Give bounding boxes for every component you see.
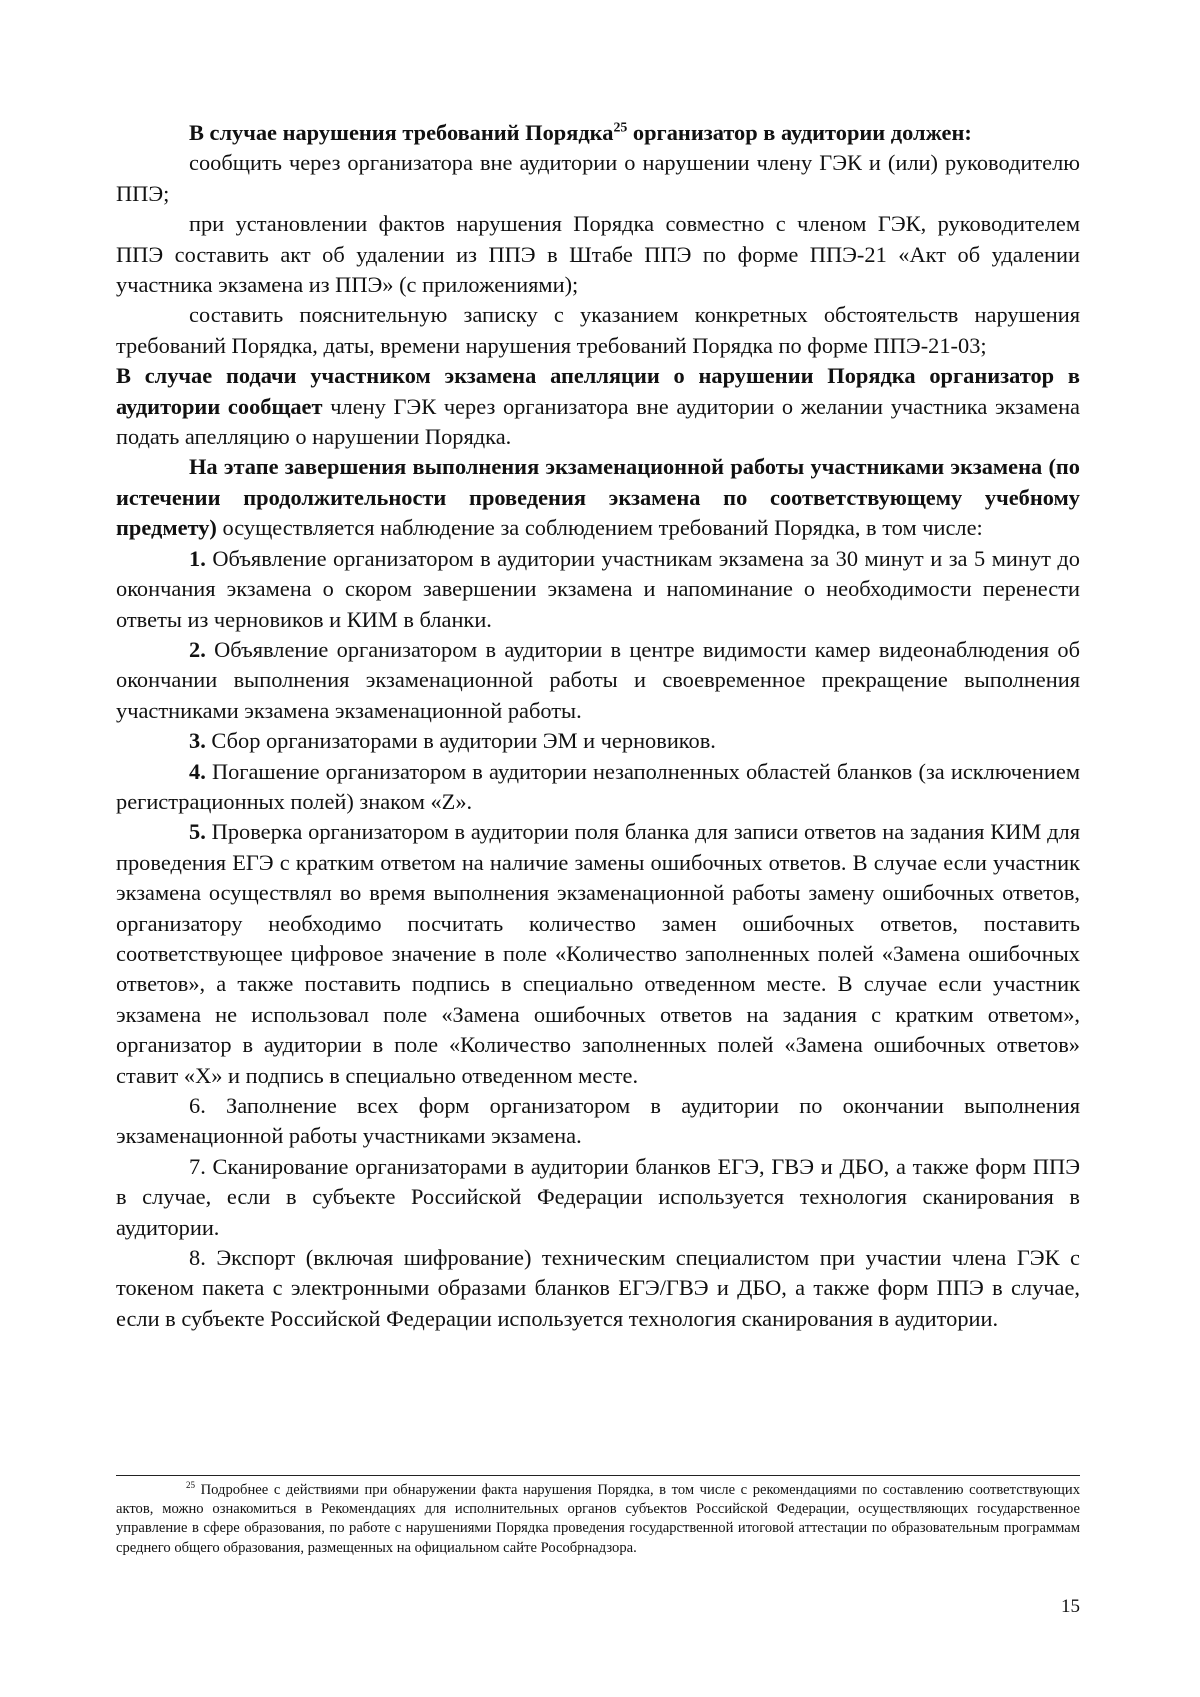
item-text: Объявление организатором в аудитории участникам экзамена за 30 минут и за 5 минут до окончания экзамена о скором завершении экзамена и напоминание о необходимости перенести ответы из черновиков и КИМ в бланки. bbox=[116, 545, 1080, 632]
heading-text-end: организатор в аудитории должен: bbox=[627, 120, 972, 145]
completion-paragraph bbox=[116, 452, 1080, 543]
completion-bold-text: На этапе завершения выполнения экзаменационной работы участниками экзамена (по истечении продолжительности проведения экзамена по соответствующему учебному предмету) bbox=[116, 454, 1080, 541]
duty-paragraph: при установлении фактов нарушения Порядка совместно с членом ГЭК, руководителем ППЭ составить акт об удалении из ППЭ в Штабе ППЭ по форме ППЭ-21 «Акт об удалении участника экзамена из ППЭ» (с приложениями); bbox=[116, 211, 1080, 298]
item-number: 4. bbox=[189, 758, 206, 784]
page-number: 15 bbox=[1061, 1596, 1080, 1617]
item-number: 6. bbox=[189, 1093, 206, 1118]
item-number: 8. bbox=[189, 1245, 206, 1271]
footnote-reference: 25 bbox=[613, 120, 628, 136]
item-text: Сканирование организаторами в аудитории бланков ЕГЭ, ГВЭ и ДБО, а также форм ППЭ в случае, если в субъекте Российской Федерации используется технология сканирования в аудитории. bbox=[116, 1153, 1080, 1240]
footnote-body: Подробнее с действиями при обнаружении факта нарушения Порядка, в том числе с рекомендациями по составлению соответствующих актов, можно ознакомиться в Рекомендациях для исполнительных органов субъектов Российской Федерации, осуществляющих государственное управление в сфере образования, по работе с нарушениями Порядка проведения государственной итоговой аттестации по образовательным программам среднего общего образования, размещенных на официальном сайте Рособрнадзора. bbox=[116, 1482, 1080, 1556]
item-text: Заполнение всех форм организатором в аудитории по окончании выполнения экзаменационной работы участниками экзамена. bbox=[116, 1093, 1080, 1149]
list-item bbox=[116, 635, 1080, 726]
list-item bbox=[116, 1243, 1080, 1334]
item-number: 3. bbox=[189, 728, 206, 754]
appeal-text: члену ГЭК через организатора вне аудитории о желании участника экзамена подать апелляцию о нарушении Порядка. bbox=[116, 393, 1080, 450]
list-item bbox=[116, 544, 1080, 635]
item-text: Погашение организатором в аудитории незаполненных областей бланков (за исключением регистрационных полей) знаком «Z». bbox=[116, 758, 1080, 814]
item-text: Объявление организатором в аудитории в центре видимости камер видеонаблюдения об окончании выполнения экзаменационной работы и своевременное прекращение выполнения участниками экзамена экзаменационной работы. bbox=[116, 636, 1080, 723]
list-item bbox=[116, 1152, 1080, 1243]
list-item bbox=[116, 757, 1080, 818]
item-text: Проверка организатором в аудитории поля бланка для записи ответов на задания КИМ для проведения ЕГЭ с кратким ответом на наличие замены ошибочных ответов. В случае если участник экзамена осуществлял во время выполнения экзаменационной работы замену ошибочных ответов, организатору необходимо посчитать количество замен ошибочных ответов, поставить соответствующее цифровое значение в поле «Количество заполненных полей «Замена ошибочных ответов», а также поставить подпись в специально отведенном месте. В случае если участник экзамена не использовал поле «Замена ошибочных ответов на задания с кратким ответом», организатор в аудитории в поле «Количество заполненных полей «Замена ошибочных ответов» ставит «X» и подпись в специально отведенном месте. bbox=[116, 819, 1080, 1088]
heading-text: В случае нарушения требований Порядка bbox=[189, 120, 614, 145]
footnote-marker: 25 bbox=[186, 1480, 196, 1491]
item-number: 1. bbox=[189, 545, 206, 571]
footnote-divider bbox=[116, 1475, 1080, 1476]
item-text: Экспорт (включая шифрование) техническим специалистом при участии члена ГЭК с токеном пакета с электронными образами бланков ЕГЭ/ГВЭ и ДБО, а также форм ППЭ в случае, если в субъекте Российской Федерации используется технология сканирования в аудитории. bbox=[116, 1245, 1080, 1331]
item-text: Сбор организаторами в аудитории ЭМ и черновиков. bbox=[205, 728, 716, 754]
appeal-bold-text: В случае подачи участником экзамена апелляции о нарушении Порядка организатор в аудитории сообщает bbox=[116, 363, 1080, 419]
duty-paragraph: сообщить через организатора вне аудитории о нарушении члену ГЭК и (или) руководителю ППЭ; bbox=[116, 150, 1080, 206]
section-heading bbox=[116, 118, 1080, 148]
appeal-paragraph bbox=[116, 361, 1080, 452]
item-number: 2. bbox=[189, 636, 206, 662]
footnote bbox=[116, 1481, 1080, 1558]
list-item bbox=[116, 1091, 1080, 1152]
list-item bbox=[116, 726, 1080, 756]
list-item bbox=[116, 817, 1080, 1091]
item-number: 5. bbox=[189, 819, 206, 845]
item-number: 7. bbox=[189, 1153, 206, 1179]
footnote-text bbox=[116, 1481, 1080, 1558]
duty-paragraph: составить пояснительную записку с указанием конкретных обстоятельств нарушения требований Порядка, даты, времени нарушения требований Порядка по форме ППЭ-21-03; bbox=[116, 302, 1080, 358]
main-text bbox=[116, 118, 1080, 1334]
completion-text: осуществляется наблюдение за соблюдением требований Порядка, в том числе: bbox=[216, 515, 983, 541]
